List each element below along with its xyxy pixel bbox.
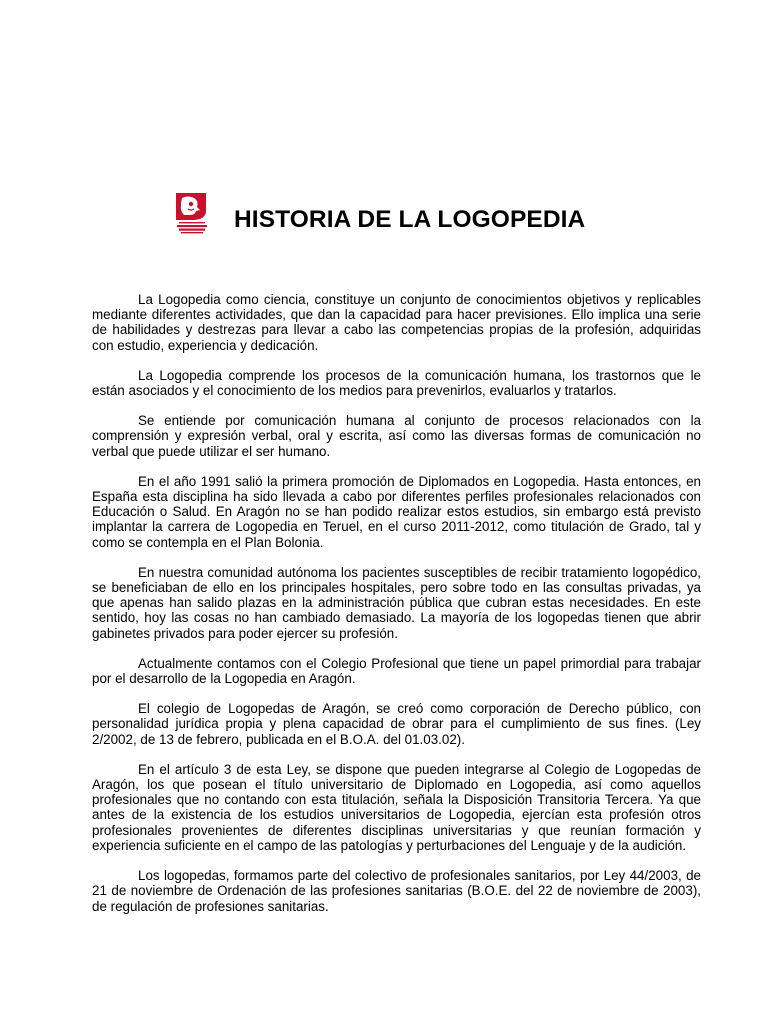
paragraph: En el año 1991 salió la primera promoción de Diplomados en Logopedia. Hasta entonces, en España esta disciplina ha sido llevada a cabo por diferentes perfiles profesionales relacionados con Educación o Salud. En Aragón no se han podido realizar estos estudios, sin embargo está previsto implantar la carrera de Logopedia en Teruel, en el curso 2011-2012, como titulación de Grado, tal y como se contempla en el Plan Bolonia. — [92, 473, 701, 550]
paragraph: Se entiende por comunicación humana al conjunto de procesos relacionados con la comprensión y expresión verbal, oral y escrita, así como las diversas formas de comunicación no verbal que puede utilizar el ser humano. — [92, 413, 701, 459]
colegio-logopedas-aragon-logo — [170, 189, 212, 235]
paragraph: En el artículo 3 de esta Ley, se dispone que pueden integrarse al Colegio de Logopedas de Aragón, los que posean el título universitario de Diplomado en Logopedia, así como aquellos profesionales que no contando con esta titulación, señala la Disposición Transitoria Tercera. Ya que antes de la existencia de los estudios universitarios de Logopedia, ejercían esta profesión otros profesionales provenientes de diferentes disciplinas universitarias y que reunían formación y experiencia suficiente en el campo de las patologías y perturbaciones del Lenguaje y de la audición. — [92, 761, 701, 853]
paragraph: Actualmente contamos con el Colegio Profesional que tiene un papel primordial para trabajar por el desarrollo de la Logopedia en Aragón. — [92, 655, 701, 687]
paragraph: La Logopedia comprende los procesos de la comunicación humana, los trastornos que le están asociados y el conocimiento de los medios para prevenirlos, evaluarlos y tratarlos. — [92, 367, 701, 399]
document-header — [170, 186, 690, 246]
paragraph: El colegio de Logopedas de Aragón, se creó como corporación de Derecho público, con personalidad jurídica propia y plena capacidad de obrar para el cumplimiento de sus fines. (Ley 2/2002, de 13 de febrero, publicada en el B.O.A. del 01.03.02). — [92, 701, 701, 747]
paragraph: Los logopedas, formamos parte del colectivo de profesionales sanitarios, por Ley 44/2003, de 21 de noviembre de Ordenación de las profesiones sanitarias (B.O.E. del 22 de noviembre de 2003), de regulación de profesiones sanitarias. — [92, 868, 701, 914]
paragraph: En nuestra comunidad autónoma los pacientes susceptibles de recibir tratamiento logopédico, se beneficiaban de ello en los principales hospitales, pero sobre todo en las consultas privadas, ya que apenas han salido plazas en la administración pública que cubran estas necesidades. En este sentido, hoy las cosas no han cambiado demasiado. La mayoría de los logopedas tienen que abrir gabinetes privados para poder ejercer su profesión. — [92, 564, 701, 641]
document-body — [92, 292, 701, 929]
paragraph: La Logopedia como ciencia, constituye un conjunto de conocimientos objetivos y replicables mediante diferentes actividades, que dan la capacidad para hacer previsiones. Ello implica una serie de habilidades y destrezas para llevar a cabo las competencias propias de la profesión, adquiridas con estudio, experiencia y dedicación. — [92, 292, 701, 353]
page-title: HISTORIA DE LA LOGOPEDIA — [234, 206, 586, 233]
